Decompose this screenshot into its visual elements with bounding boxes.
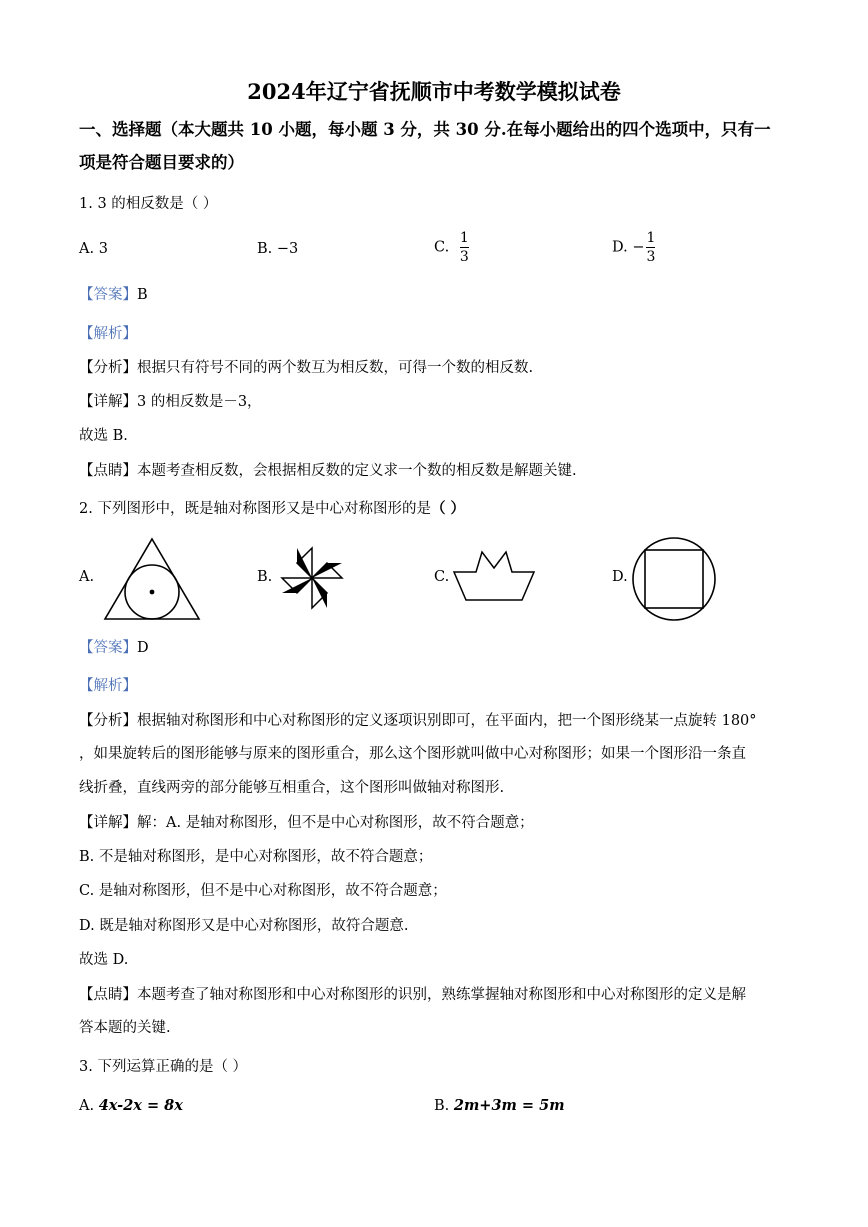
q1-analysis-tag: 【解析】	[79, 326, 137, 342]
q2-analysis-tag: 【解析】	[79, 678, 137, 694]
q2-option-b-label: B.	[257, 569, 273, 585]
q2-guxuan: 故选 D.	[79, 952, 129, 968]
triangle-with-circle-figure	[102, 536, 202, 622]
q1-option-a: A. 3	[79, 241, 108, 257]
pinwheel-figure	[280, 546, 344, 610]
q2-option-d-label: D.	[612, 569, 628, 585]
boat-figure	[452, 548, 536, 604]
q2-fenxi-line2: ，如果旋转后的图形能够与原来的图形重合，那么这个图形就叫做中心对称图形；如果一个图形沿一条直	[79, 746, 746, 762]
q1-xiangjie: 【详解】3 的相反数是－3，	[79, 394, 262, 410]
fraction: $\frac{1}{3}$	[459, 230, 469, 265]
section-heading-line2: 项是符合题目要求的）	[79, 153, 244, 172]
q2-xiangjie-a: 【详解】解：A. 是轴对称图形，但不是中心对称图形，故不符合题意；	[79, 815, 534, 831]
q2-xiangjie-c: C. 是轴对称图形，但不是中心对称图形，故不符合题意；	[79, 883, 447, 899]
q3-stem: 3. 下列运算正确的是（ ）	[79, 1059, 248, 1075]
section-heading-line1: 一、选择题（本大题共 10 小题，每小题 3 分，共 30 分.在每小题给出的四个选项中，只有一	[79, 120, 771, 139]
fraction: $\frac{1}{3}$	[646, 230, 656, 265]
q1-option-d: D. − $\frac{1}{3}$	[612, 230, 656, 265]
q2-dianjing-line1: 【点睛】本题考查了轴对称图形和中心对称图形的识别，熟练掌握轴对称图形和中心对称图形的定义是解	[79, 987, 746, 1003]
q2-option-a-label: A.	[79, 569, 95, 585]
q1-answer: 【答案】B	[79, 287, 148, 303]
q2-xiangjie-d: D. 既是轴对称图形又是中心对称图形，故符合题意.	[79, 918, 409, 934]
q2-fenxi-line1: 【分析】根据轴对称图形和中心对称图形的定义逐项识别即可，在平面内，把一个图形绕某一点旋转 180°	[79, 713, 757, 729]
q3-option-a: A. 4x-2x = 8x	[79, 1097, 183, 1114]
q1-dianjing: 【点睛】本题考查相反数，会根据相反数的定义求一个数的相反数是解题关键.	[79, 463, 577, 479]
q2-option-c-label: C.	[434, 569, 450, 585]
q2-dianjing-line2: 答本题的关键.	[79, 1020, 171, 1036]
q1-guxuan: 故选 B.	[79, 428, 128, 444]
circle-with-square-figure	[630, 535, 718, 623]
q3-option-b: B. 2m+3m = 5m	[434, 1097, 565, 1114]
q1-fenxi: 【分析】根据只有符号不同的两个数互为相反数，可得一个数的相反数.	[79, 360, 534, 376]
q2-answer: 【答案】D	[79, 640, 149, 656]
q2-fenxi-line3: 线折叠，直线两旁的部分能够互相重合，这个图形叫做轴对称图形.	[79, 780, 505, 796]
q1-option-b: B. −3	[257, 241, 299, 257]
q1-stem: 1. 3 的相反数是（ ）	[79, 196, 218, 212]
q1-option-c: C. $\frac{1}{3}$	[434, 230, 469, 265]
page-title: 2024年辽宁省抚顺市中考数学模拟试卷	[247, 79, 621, 104]
q2-xiangjie-b: B. 不是轴对称图形，是中心对称图形，故不符合题意；	[79, 849, 433, 865]
q2-stem: 2. 下列图形中，既是轴对称图形又是中心对称图形的是（ ）	[79, 500, 466, 517]
